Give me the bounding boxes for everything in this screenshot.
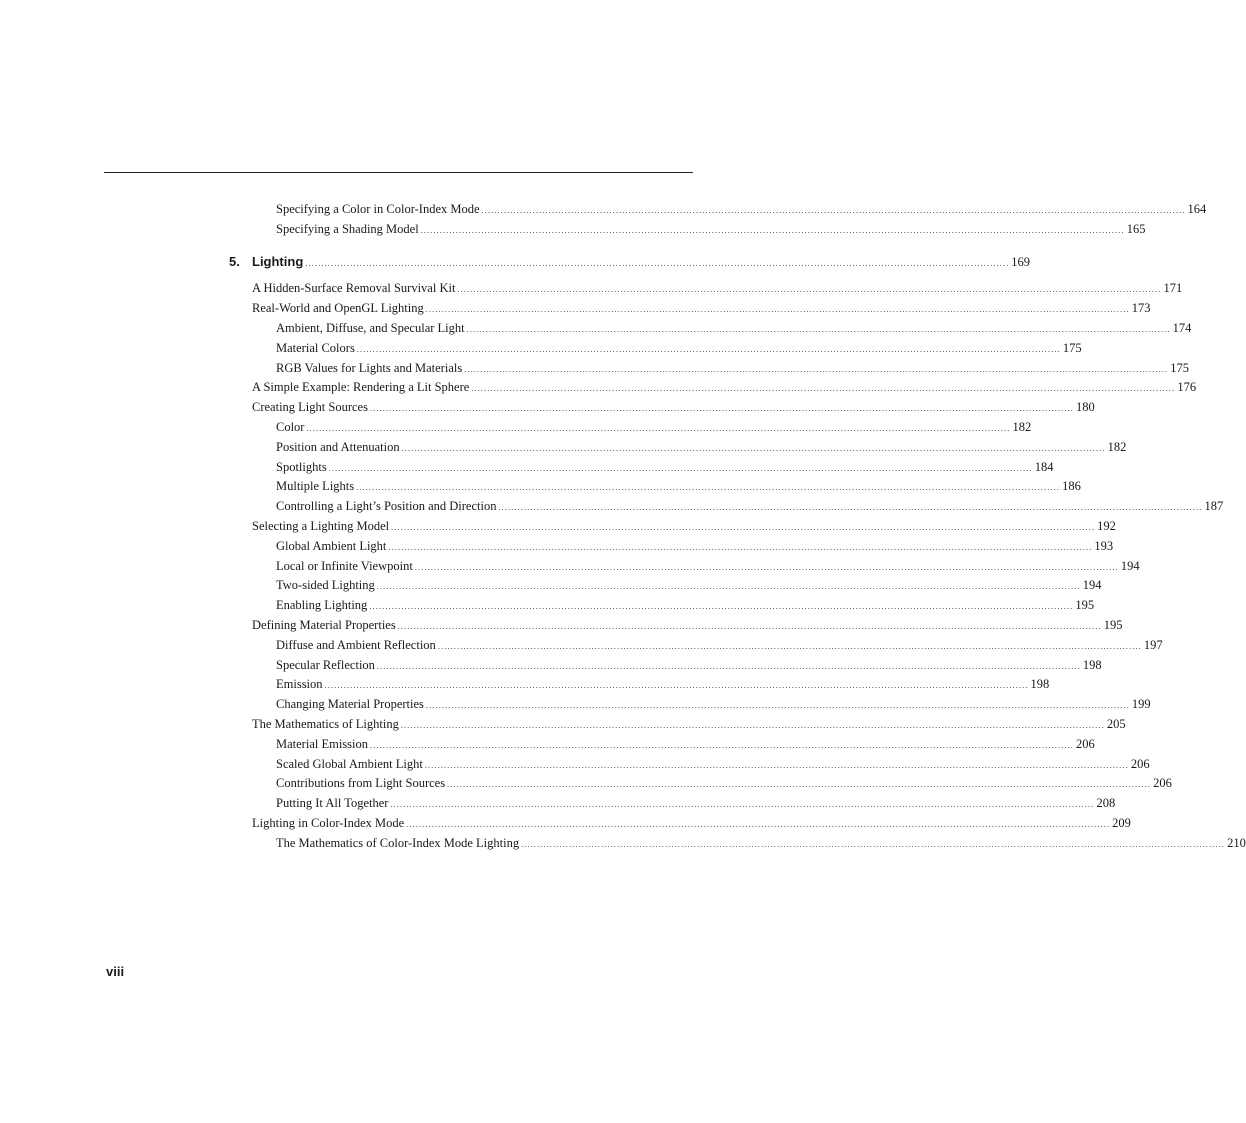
toc-entry-title: Ambient, Diffuse, and Specular Light <box>276 320 465 335</box>
toc-entry-title: Specifying a Color in Color-Index Mode <box>276 202 480 216</box>
toc-entry-page: 180 <box>1075 400 1095 415</box>
toc-entry-page: 199 <box>1131 697 1151 712</box>
toc-entry[interactable] <box>229 497 1224 517</box>
leader-dots: ............................................................................................................................................................................................................................ <box>424 760 1129 770</box>
toc-entry-page: 175 <box>1170 360 1189 375</box>
leader-dots: ............................................................................................................................................................................................................................ <box>324 681 1029 691</box>
toc-entry-title: Scaled Global Ambient Light <box>276 756 423 771</box>
toc-entry-page: 206 <box>1130 756 1150 771</box>
toc-entry-title: Defining Material Properties <box>252 617 396 632</box>
toc-entry-page: 198 <box>1082 657 1102 672</box>
chapter-page: 169 <box>1011 254 1031 269</box>
toc-entry[interactable] <box>229 279 1183 299</box>
toc-entry[interactable] <box>229 220 1146 240</box>
toc-entry-page: 182 <box>1107 439 1127 454</box>
toc-entry[interactable] <box>229 755 1150 775</box>
toc-entry-page: 197 <box>1143 637 1163 652</box>
toc-entry-title: Multiple Lights <box>276 479 355 494</box>
toc-entry[interactable] <box>229 695 1151 715</box>
toc-entry-page: 164 <box>1187 202 1207 216</box>
toc-entry-page: 205 <box>1106 716 1126 731</box>
toc-entry[interactable] <box>229 675 1050 695</box>
toc-entry-title: The Mathematics of Color-Index Mode Lighting <box>276 835 520 850</box>
toc-entry-title: Two-sided Lighting <box>276 578 375 593</box>
toc-entry-page: 194 <box>1082 578 1102 593</box>
toc-entry-title: Material Emission <box>276 736 368 751</box>
toc-entry[interactable] <box>229 339 1082 359</box>
toc-entry[interactable] <box>229 378 1197 398</box>
leader-dots: ............................................................................................................................................................................................................................ <box>471 384 1176 394</box>
toc-entry-title: The Mathematics of Lighting <box>252 716 399 731</box>
toc-entry[interactable] <box>229 774 1172 794</box>
toc-entry-page: 173 <box>1131 301 1151 316</box>
toc-entry-title: Diffuse and Ambient Reflection <box>276 637 436 652</box>
toc-entry-page: 174 <box>1172 320 1192 335</box>
toc-entry[interactable] <box>229 596 1095 616</box>
toc-entry-title: Spotlights <box>276 459 327 474</box>
toc-entry-title: Enabling Lighting <box>276 598 368 613</box>
toc-entry-title: Changing Material Properties <box>276 697 424 712</box>
toc-entry-page: 176 <box>1177 380 1197 395</box>
leader-dots: ............................................................................................................................................................................................................................ <box>328 463 1033 473</box>
toc-entry-page: 210 <box>1227 835 1246 850</box>
leader-dots: ............................................................................................................................................................................................................................ <box>305 258 1010 268</box>
chapter-heading[interactable] <box>229 252 1031 272</box>
leader-dots: ............................................................................................................................................................................................................................ <box>376 582 1081 592</box>
toc-entry[interactable] <box>229 299 1151 319</box>
toc-entry[interactable] <box>229 814 1131 834</box>
leader-dots: ............................................................................................................................................................................................................................ <box>391 522 1096 532</box>
toc-entry-page: 192 <box>1097 518 1116 533</box>
leader-dots: ............................................................................................................................................................................................................................ <box>521 839 1226 849</box>
leader-dots: ............................................................................................................................................................................................................................ <box>466 324 1171 334</box>
leader-dots: ............................................................................................................................................................................................................................ <box>400 720 1105 730</box>
toc-entry-page: 187 <box>1204 499 1224 514</box>
toc-section-before <box>229 200 1207 240</box>
toc-entry-page: 184 <box>1034 459 1054 474</box>
toc-entry-page: 175 <box>1062 340 1082 355</box>
toc-entry-title: A Simple Example: Rendering a Lit Sphere <box>252 380 470 395</box>
leader-dots: ............................................................................................................................................................................................................................ <box>447 780 1152 790</box>
leader-dots: ............................................................................................................................................................................................................................ <box>390 800 1095 810</box>
toc-entry-title: Real-World and OpenGL Lighting <box>252 301 424 316</box>
toc-entry[interactable] <box>229 418 1032 438</box>
toc-entry-title: Specifying a Shading Model <box>276 221 419 236</box>
leader-dots: ............................................................................................................................................................................................................................ <box>370 740 1074 750</box>
toc-entry-title: Material Colors <box>276 340 355 355</box>
toc-entry-page: 193 <box>1094 538 1114 553</box>
leader-dots: ............................................................................................................................................................................................................................ <box>356 344 1061 354</box>
leader-dots: ............................................................................................................................................................................................................................ <box>401 443 1106 453</box>
toc-entry-page: 206 <box>1153 776 1172 791</box>
toc-entry[interactable] <box>229 735 1095 755</box>
leader-dots: ............................................................................................................................................................................................................................ <box>306 423 1011 433</box>
toc-entry-title: Controlling a Light’s Position and Direction <box>276 499 497 514</box>
table-of-contents <box>229 200 1246 854</box>
toc-entry-title: Creating Light Sources <box>252 400 368 415</box>
toc-entry-page: 171 <box>1163 281 1183 296</box>
leader-dots: ............................................................................................................................................................................................................................ <box>414 562 1119 572</box>
toc-entry[interactable] <box>229 794 1116 814</box>
toc-entry[interactable] <box>229 715 1126 735</box>
toc-entry[interactable] <box>229 458 1054 478</box>
toc-entry-title: Contributions from Light Sources <box>276 776 446 791</box>
toc-entry-title: Global Ambient Light <box>276 538 387 553</box>
toc-entry-page: 194 <box>1120 558 1140 573</box>
toc-entry[interactable] <box>229 438 1127 458</box>
toc-entry[interactable] <box>229 537 1114 557</box>
leader-dots: ............................................................................................................................................................................................................................ <box>388 542 1093 552</box>
toc-entry-title: Putting It All Together <box>276 796 389 811</box>
chapter-title: Lighting <box>252 253 304 269</box>
leader-dots: ............................................................................................................................................................................................................................ <box>369 602 1074 612</box>
leader-dots: ............................................................................................................................................................................................................................ <box>457 285 1162 295</box>
toc-entry[interactable] <box>229 398 1095 418</box>
toc-entry[interactable] <box>229 517 1116 537</box>
toc-entry-page: 165 <box>1126 221 1146 236</box>
toc-entry[interactable] <box>229 834 1246 854</box>
toc-section-after <box>229 279 1246 853</box>
leader-dots: ............................................................................................................................................................................................................................ <box>397 621 1102 631</box>
toc-entry-title: RGB Values for Lights and Materials <box>276 360 463 375</box>
toc-entry-title: Lighting in Color-Index Mode <box>252 815 405 830</box>
toc-entry[interactable] <box>229 359 1189 379</box>
toc-entry[interactable] <box>229 656 1102 676</box>
leader-dots: ............................................................................................................................................................................................................................ <box>437 641 1142 651</box>
leader-dots: ............................................................................................................................................................................................................................ <box>498 503 1203 513</box>
toc-entry-title: Local or Infinite Viewpoint <box>276 558 413 573</box>
toc-entry-page: 198 <box>1030 677 1050 692</box>
toc-entry-page: 186 <box>1062 479 1081 494</box>
toc-entry-title: Selecting a Lighting Model <box>252 518 390 533</box>
toc-entry-title: Specular Reflection <box>276 657 375 672</box>
toc-entry-page: 206 <box>1076 736 1095 751</box>
toc-entry-page: 195 <box>1103 617 1123 632</box>
leader-dots: ............................................................................................................................................................................................................................ <box>356 483 1061 493</box>
leader-dots: ............................................................................................................................................................................................................................ <box>420 225 1125 235</box>
toc-entry-title: A Hidden-Surface Removal Survival Kit <box>252 281 456 296</box>
leader-dots: ............................................................................................................................................................................................................................ <box>376 661 1081 671</box>
toc-entry[interactable] <box>229 616 1123 636</box>
toc-entry-title: Position and Attenuation <box>276 439 400 454</box>
toc-entry[interactable] <box>229 200 1207 220</box>
toc-entry-page: 195 <box>1075 598 1095 613</box>
leader-dots: ............................................................................................................................................................................................................................ <box>464 364 1169 374</box>
toc-entry-title: Emission <box>276 677 323 692</box>
toc-entry-title: Color <box>276 419 305 434</box>
leader-dots: ............................................................................................................................................................................................................................ <box>406 819 1111 829</box>
leader-dots: ............................................................................................................................................................................................................................ <box>425 701 1130 711</box>
chapter-number: 5. <box>229 253 240 269</box>
toc-entry-page: 209 <box>1112 815 1131 830</box>
leader-dots: ............................................................................................................................................................................................................................ <box>425 305 1130 315</box>
toc-entry[interactable] <box>229 636 1163 656</box>
leader-dots: ............................................................................................................................................................................................................................ <box>369 404 1074 414</box>
toc-entry-page: 182 <box>1012 419 1032 434</box>
leader-dots: ............................................................................................................................................................................................................................ <box>481 206 1186 215</box>
toc-entry[interactable] <box>229 557 1140 577</box>
toc-entry[interactable] <box>229 576 1102 596</box>
toc-entry[interactable] <box>229 319 1192 339</box>
header-rule <box>104 172 693 173</box>
toc-entry[interactable] <box>229 477 1081 497</box>
page-folio: viii <box>106 964 125 979</box>
toc-entry-page: 208 <box>1096 796 1116 811</box>
